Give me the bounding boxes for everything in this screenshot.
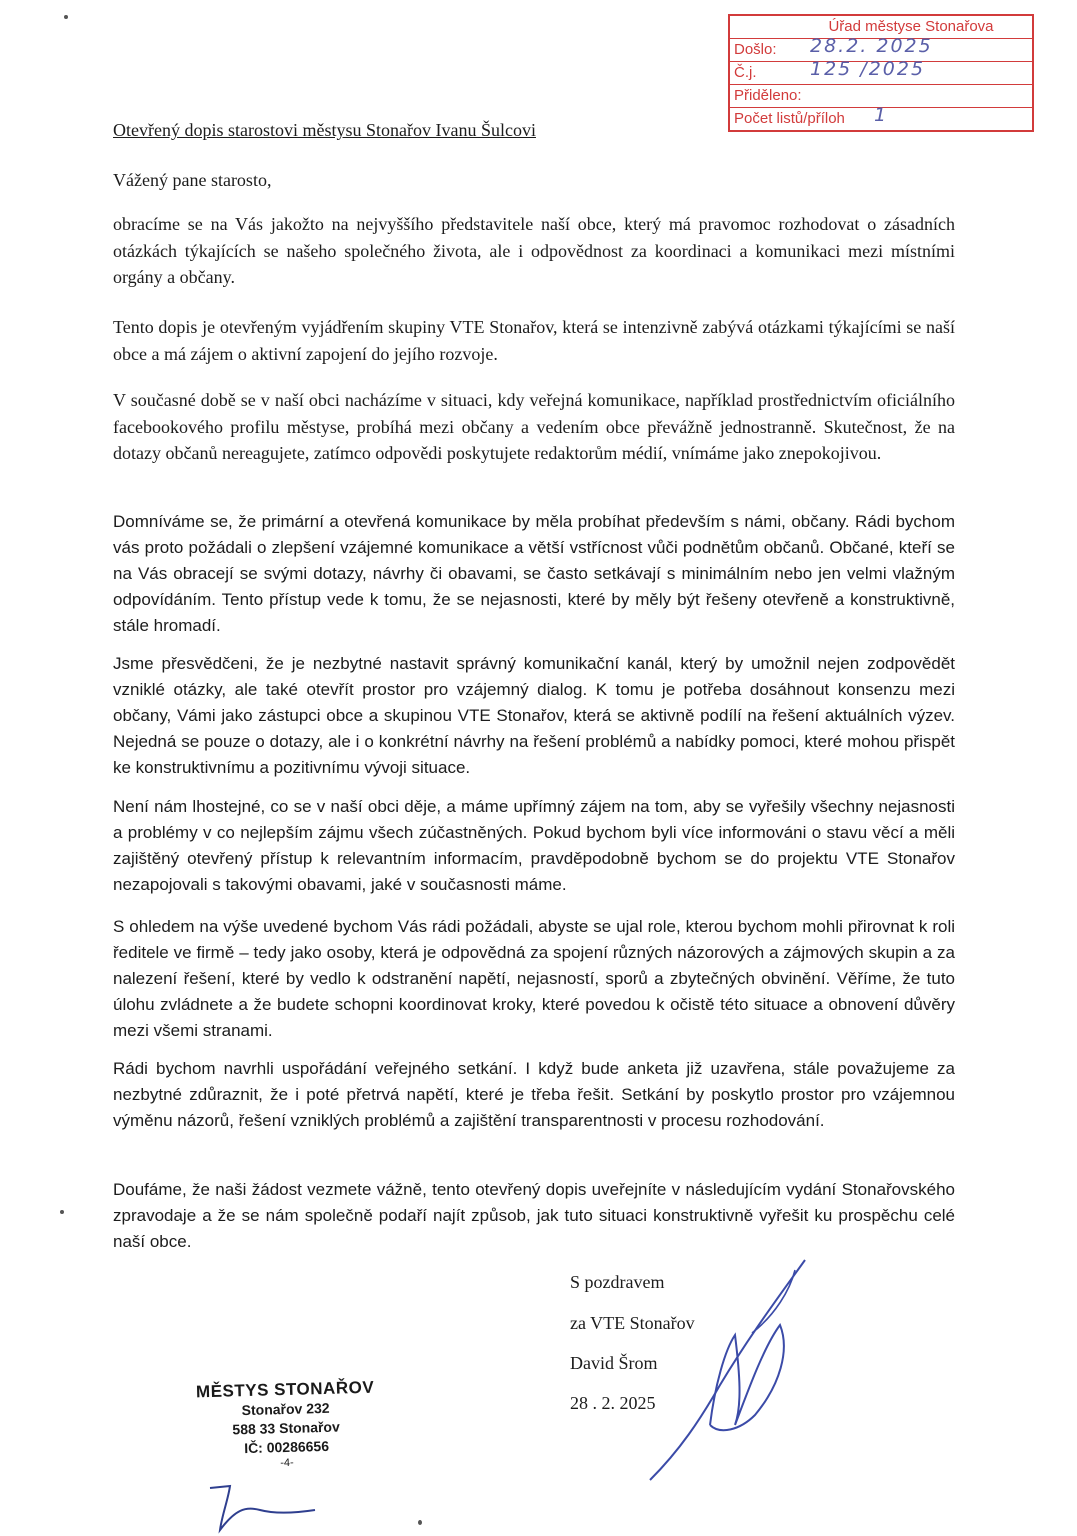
registry-ref-label: Č.j. [734, 64, 757, 81]
town-stamp-number: -4- [280, 1456, 294, 1470]
registry-assigned-label: Přiděleno: [734, 87, 802, 104]
town-stamp-street: Stonařov 232 [241, 1399, 330, 1419]
closing-date: 28 . 2. 2025 [570, 1393, 656, 1413]
scan-speck [418, 1520, 422, 1525]
paragraph: Rádi bychom navrhli uspořádání veřejného setkání. I když bude anketa již uzavřena, stále považujeme za nezbytné zdůraznit, že i poté přetrvá napětí, které je třeba řešit. Setkání by poskytlo prostor pro vzájemnou výměnu názorů, řešení vzniklých problémů a zajištění transparentnosti v procesu rozhodování. [113, 1059, 955, 1130]
registry-stamp [728, 14, 1034, 132]
registry-pages-label: Počet listů/příloh [734, 110, 845, 127]
paragraph: Doufáme, že naši žádost vezmete vážně, tento otevřený dopis uveřejníte v následujícím vydání Stonařovského zpravodaje a že se nám společně podaří najít způsob, jak tuto situaci konstruktivně vyřešit ku prospěchu celé naší obce. [113, 1180, 955, 1251]
signature [640, 1255, 830, 1485]
registry-office: Úřad městyse Stonařova [828, 18, 994, 35]
stamp-signature [200, 1480, 320, 1536]
registry-received-value: 28.2. 2025 [810, 35, 933, 57]
closing-name: David Šrom [570, 1353, 658, 1373]
paragraph: Jsme přesvědčeni, že je nezbytné nastavit správný komunikační kanál, který by umožnil nejen zodpovědět vzniklé otázky, ale také otevřít prostor pro vzájemný dialog. K tomu je potřeba dosáhnout konsenzu mezi občany, Vámi jako zástupci obce a skupinou VTE Stonařov, která se aktivně podílí na řešení aktuálních výzev. Nejedná se pouze o dotazy, ale i o konkrétní návrhy na řešení problémů a nabídky pomoci, které mohou přispět ke konstruktivnímu a pozitivnímu vývoji situace. [113, 654, 955, 777]
paragraph: Tento dopis je otevřeným vyjádřením skupiny VTE Stonařov, která se intenzivně zabývá otázkami týkajícími se naší obce a má zájem o aktivní zapojení do jejího rozvoje. [113, 317, 955, 364]
closing-greeting: S pozdravem [570, 1272, 665, 1292]
registry-received-label: Došlo: [734, 41, 777, 58]
registry-pages-row [730, 104, 1032, 130]
paragraph: V současné době se v naší obci nacházíme v situaci, kdy veřejná komunikace, například prostřednictvím oficiálního facebookového profilu městyse, probíhá mezi občany a vedením obce převážně jednostranně. Skutečnost, že na dotazy občanů nereagujete, zatímco odpovědi poskytujete redaktorům médií, vnímáme jako znepokojivou. [113, 390, 955, 463]
closing-group: za VTE Stonařov [570, 1313, 695, 1333]
registry-pages-value: 1 [874, 104, 889, 126]
town-stamp-ico: IČ: 00286656 [243, 1437, 330, 1457]
letter-title: Otevřený dopis starostovi městysu Stonařov Ivanu Šulcovi [113, 120, 536, 140]
town-stamp-name: MĚSTYS STONAŘOV [195, 1377, 375, 1402]
paragraph: Není nám lhostejné, co se v naší obci děje, a máme upřímný zájem na tom, aby se vyřešily všechny nejasnosti a problémy v co nejlepším zájmu všech zúčastněných. Pokud bychom byli více informováni o stavu věcí a měli zajištěný otevřený přístup k relevantním informacím, pravděpodobně bychom se do projektu VTE Stonařov nezapojovali s takovými obavami, jaké v současnosti máme. [113, 797, 955, 894]
paragraph: obracíme se na Vás jakožto na nejvyššího představitele naší obce, který má pravomoc rozhodovat o zásadních otázkách týkajících se našeho společného života, ale i odpovědnost za koordinaci a komunikaci mezi místními orgány a občany. [113, 214, 955, 287]
town-stamp-postal: 588 33 Stonařov [232, 1418, 340, 1438]
letter-salutation: Vážený pane starosto, [113, 170, 272, 190]
registry-ref-row [730, 58, 1032, 84]
registry-ref-value: 125 /2025 [810, 58, 926, 80]
paragraph: S ohledem na výše uvedené bychom Vás rádi požádali, abyste se ujal role, kterou bychom mohli přirovnat k roli ředitele ve firmě – tedy jako osoby, která je odpovědná za spojení různých názorových a zájmových skupin a za nalezení řešení, které by vedlo k odstranění napětí, nejasností, sporů a zbytečných obvinění. Věříme, že tuto úlohu zvládnete a že budete schopni koordinovat kroky, které povedou k očistě této situace a obnovení důvěry mezi všemi stranami. [113, 917, 955, 1040]
town-stamp [185, 1377, 387, 1471]
scan-speck [60, 1210, 64, 1214]
scan-speck [64, 15, 68, 19]
paragraph: Domníváme se, že primární a otevřená komunikace by měla probíhat především s námi, občany. Rádi bychom vás proto požádali o zlepšení vzájemné komunikace a větší vstřícnost vůči podnětům občanů. Občané, kteří se na Vás obracejí se svými dotazy, návrhy či obavami, se často setkávají s minimálním nebo jen velmi vlažným odpovídáním. Tento přístup vede k tomu, že se nejasnosti, které by měly být řešeny otevřeně a konstruktivně, stále hromadí. [113, 512, 955, 635]
